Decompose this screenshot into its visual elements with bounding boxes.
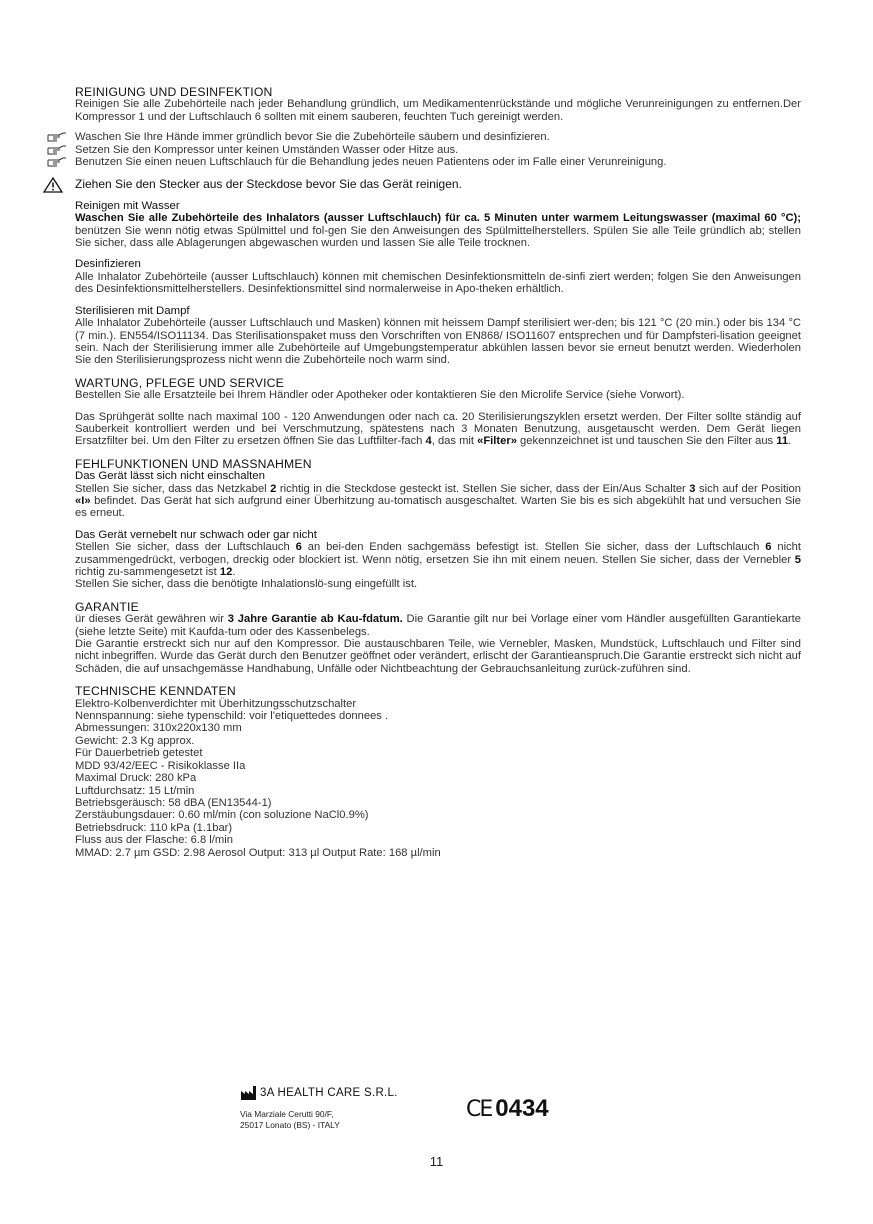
company-name: 3A HEALTH CARE S.R.L.: [260, 1087, 398, 1099]
document-body: [75, 86, 801, 859]
heading-wartung: WARTUNG, PFLEGE UND SERVICE: [75, 375, 285, 390]
text-run: Die Garantie gilt nur bei Vorlage einer vom Händler ausgefüllten Garantiekarte (siehe letzte Seite) mit Kaufda-tum oder des Kassenbelegs.: [75, 613, 801, 638]
heading-reinigung: REINIGUNG UND DESINFEKTION: [75, 85, 273, 99]
tech-spec-line: Nennspannung: siehe typenschild: voir l'etiquettedes donnees .: [75, 710, 389, 723]
address-line: 25017 Lonato (BS) - ITALY: [240, 1120, 340, 1130]
subheading-einschalten: Das Gerät lässt sich nicht einschalten: [75, 470, 265, 483]
tech-spec-line: Gewicht: 2.3 Kg approx.: [75, 734, 195, 747]
tech-spec-line: Luftdurchsatz: 15 Lt/min: [75, 784, 195, 797]
bullet-text: Benutzen Sie einen neuen Luftschlauch für die Behandlung jedes neuen Patientens oder im Falle einer Verunreinigung.: [75, 156, 667, 169]
heading-technische-daten: TECHNISCHE KENNDATEN: [75, 684, 236, 699]
garantie-text: [75, 613, 801, 638]
tech-spec-line: Fluss aus der Flasche: 6.8 l/min: [75, 834, 233, 847]
tech-spec-line: Abmessungen: 310x220x130 mm: [75, 722, 242, 735]
ce-marking: [466, 1095, 549, 1123]
switch-position: «I»: [75, 494, 91, 507]
part-number: 6: [765, 541, 772, 554]
bullet-text: Waschen Sie Ihre Hände immer gründlich bevor Sie die Zubehörteile säubern und desinfizieren.: [75, 131, 550, 144]
pointing-hand-icon: [47, 144, 67, 156]
warning-line: [75, 178, 801, 190]
subheading-desinfizieren: Desinfizieren: [75, 258, 141, 271]
tech-spec-line: Betriebsgeräusch: 58 dBA (EN13544-1): [75, 796, 272, 809]
filter-label: «Filter»: [477, 435, 517, 448]
manufacturer-logo: [240, 1085, 640, 1101]
pointing-hand-icon: [47, 131, 67, 143]
text-run: ür dieses Gerät gewähren wir: [75, 613, 228, 626]
vernebelt-text-2: Stellen Sie sicher, dass die benötigte Inhalationslö-sung eingefüllt ist.: [75, 578, 418, 591]
tech-spec-line: Betriebsdruck: 110 kPa (1.1bar): [75, 821, 233, 834]
heading-fehlfunktionen: FEHLFUNKTIONEN UND MASSNAHMEN: [75, 456, 312, 471]
ce-mark-icon: CE: [466, 1096, 492, 1122]
tech-spec-list: [75, 698, 801, 859]
tech-spec-line: MMAD: 2.7 µm GSD: 2.98 Aerosol Output: 313 µl Output Rate: 168 µl/min: [75, 846, 441, 859]
text-run: Stellen Sie sicher, dass der Luftschlauch: [75, 541, 296, 554]
text-run: nicht zusammengedrückt, verbogen, dreckig oder blockiert ist. Wenn nötig, ersetzen Sie ihn mit einem neuen. Stellen Sie sicher, dass der Vernebler: [75, 541, 801, 566]
bullet-item: [75, 144, 801, 156]
text-run: Stellen Sie sicher, dass das Netzkabel: [75, 482, 271, 495]
einschalten-text: [75, 483, 801, 520]
vernebelt-text: [75, 541, 801, 578]
warning-triangle-icon: [43, 177, 63, 193]
part-number: 11: [776, 435, 789, 448]
garantie-bold-text: 3 Jahre Garantie ab Kau-fdatum.: [227, 613, 403, 626]
tech-spec-line: MDD 93/42/EEC - Risikoklasse IIa: [75, 759, 246, 772]
part-number: 12: [219, 566, 233, 578]
address-line: Via Marziale Cerutti 90/F,: [240, 1109, 334, 1119]
bullet-list: [75, 131, 801, 168]
subheading-sterilisieren: Sterilisieren mit Dampf: [75, 304, 190, 317]
text-run: , das mit: [431, 435, 478, 448]
manufacturer-factory-icon: [240, 1085, 258, 1101]
text-run: .: [788, 435, 792, 448]
text-run: befindet. Das Gerät hat sich aufgrund einer Überhitzung au-tomatisch ausgeschaltet. Warten Sie bis es sich abgekühlt hat und versuchen Sie es erneut.: [75, 494, 801, 520]
part-number: 6: [295, 541, 302, 554]
tech-spec-line: Elektro-Kolbenverdichter mit Überhitzungsschutzschalter: [75, 697, 357, 710]
wasser-text: [75, 212, 801, 249]
reinigung-text: Reinigen Sie alle Zubehörteile nach jeder Behandlung gründlich, um Medikamentenrückstände und mögliche Verunreinigungen zu entfernen.Der Kompressor 1 und der Luftschlauch 6 sollten mit einem sauberen, feuchten Tuch gereinigt werden.: [75, 98, 801, 123]
text-run: an bei-den Enden sachgemäss befestigt ist. Stellen Sie sicher, dass der Luftschlauch: [301, 541, 766, 554]
pointing-hand-icon: [47, 156, 67, 168]
text-run: richtig in die Steckdose gesteckt ist. Stellen Sie sicher, dass der Ein/Aus Schalter: [276, 482, 690, 495]
heading-garantie: GARANTIE: [75, 599, 139, 614]
text-run: Das Sprühgerät sollte nach maximal 100 - 120 Anwendungen oder nach ca. 20 Sterilisierungszyklen ersetzt werden. Der Filter sollte ständig auf Sauberkeit kontrolliert werden und bei Verschmutzung, spätestens nach 3 Monaten Benutzung, ausgetauscht werden. Dem Gerät liegen Ersatzfilter bei. Um den Filter zu ersetzen öffnen Sie das Luftfilter-fach: [75, 410, 801, 448]
wasser-plain-text: benützen Sie wenn nötig etwas Spülmittel und fol-gen Sie den Anweisungen des Spülmittelherstellers. Spülen Sie alle Teile gründlich ab; stellen Sie sicher, dass alle Ablagerungen abgewaschen wurden und lassen Sie alle Teile trocknen.: [75, 224, 801, 250]
part-number: 5: [794, 553, 801, 566]
sterilisieren-text: Alle Inhalator Zubehörteile (ausser Luftschlauch und Masken) können mit heissem Dampf sterilisiert wer-den; bis 121 °C (20 min.) oder bis 134 °C (7 min.). EN554/ISO11134. Das Sterilisationspaket muss den Vorschriften von EN868/ ISO11607 entsprechen und für Dampfsteri-lisation geeignet sein. Nach der Sterilisierung immer alle Zubehörteile auf Umgebungstemperatur abkühlen lassen bevor sie erneut benutzt werden. Wiederholen Sie den Sterilisierungsprozess nicht wenn die Zubehörteile noch warm sind.: [75, 317, 801, 367]
wartung-text: Bestellen Sie alle Ersatzteile bei Ihrem Händler oder Apotheker oder kontaktieren Sie den Microlife Service (siehe Vorwort).: [75, 389, 685, 402]
warning-text: Ziehen Sie den Stecker aus der Steckdose bevor Sie das Gerät reinigen.: [75, 177, 462, 192]
text-run: gekennzeichnet ist und tauschen Sie den Filter aus: [516, 435, 777, 448]
part-number: 4: [425, 435, 432, 448]
bullet-item: [75, 131, 801, 143]
subheading-vernebelt: Das Gerät vernebelt nur schwach oder gar nicht: [75, 528, 317, 541]
part-number: 3: [689, 482, 696, 495]
text-run: sich auf der Position: [695, 482, 801, 495]
text-run: richtig zu-sammengesetzt ist: [75, 566, 220, 578]
tech-spec-line: Maximal Druck: 280 kPa: [75, 772, 197, 785]
part-number: 2: [270, 482, 277, 495]
desinfizieren-text: Alle Inhalator Zubehörteile (ausser Luftschlauch) können mit chemischen Desinfektionsmitteln de-sinfi ziert werden; folgen Sie den Anweisungen des Desinfektionsmittelherstellers. Desinfektionsmittel sind normalerweise in Apo-theken erhältlich.: [75, 270, 801, 296]
wartung-filter-text: [75, 411, 801, 448]
garantie-text-2: Die Garantie erstreckt sich nur auf den Kompressor. Die austauschbaren Teile, wie Vernebler, Masken, Mundstück, Luftschlauch und Filter sind nicht inbegriffen. Wurde das Gerät durch den Benutzer geöffnet oder verändert, erlischt der Garantieanspruch.Die Garantie erstreckt sich nicht auf Schäden, die auf unsachgemässe Handhabung, Unfälle oder Nichtbeachtung der Gebrauchsanleitung zurück-zuführen sind.: [75, 638, 801, 675]
tech-spec-line: Zerstäubungsdauer: 0.60 ml/min (con soluzione NaCl0.9%): [75, 809, 369, 822]
tech-spec-line: Für Dauerbetrieb getestet: [75, 747, 203, 760]
bullet-text: Setzen Sie den Kompressor unter keinen Umständen Wasser oder Hitze aus.: [75, 143, 459, 156]
bullet-item: [75, 156, 801, 168]
company-address: [240, 1109, 640, 1131]
wasser-bold-text: Waschen Sie alle Zubehörteile des Inhalators (ausser Luftschlauch) für ca. 5 Minuten unter warmem Leitungswasser (maximal 60 °C);: [75, 212, 801, 225]
text-run: .: [232, 566, 236, 578]
manufacturer-footer: [240, 1085, 640, 1131]
page-number: 11: [429, 1154, 444, 1169]
notified-body-number: 0434: [495, 1095, 549, 1122]
subheading-wasser: Reinigen mit Wasser: [75, 199, 180, 212]
